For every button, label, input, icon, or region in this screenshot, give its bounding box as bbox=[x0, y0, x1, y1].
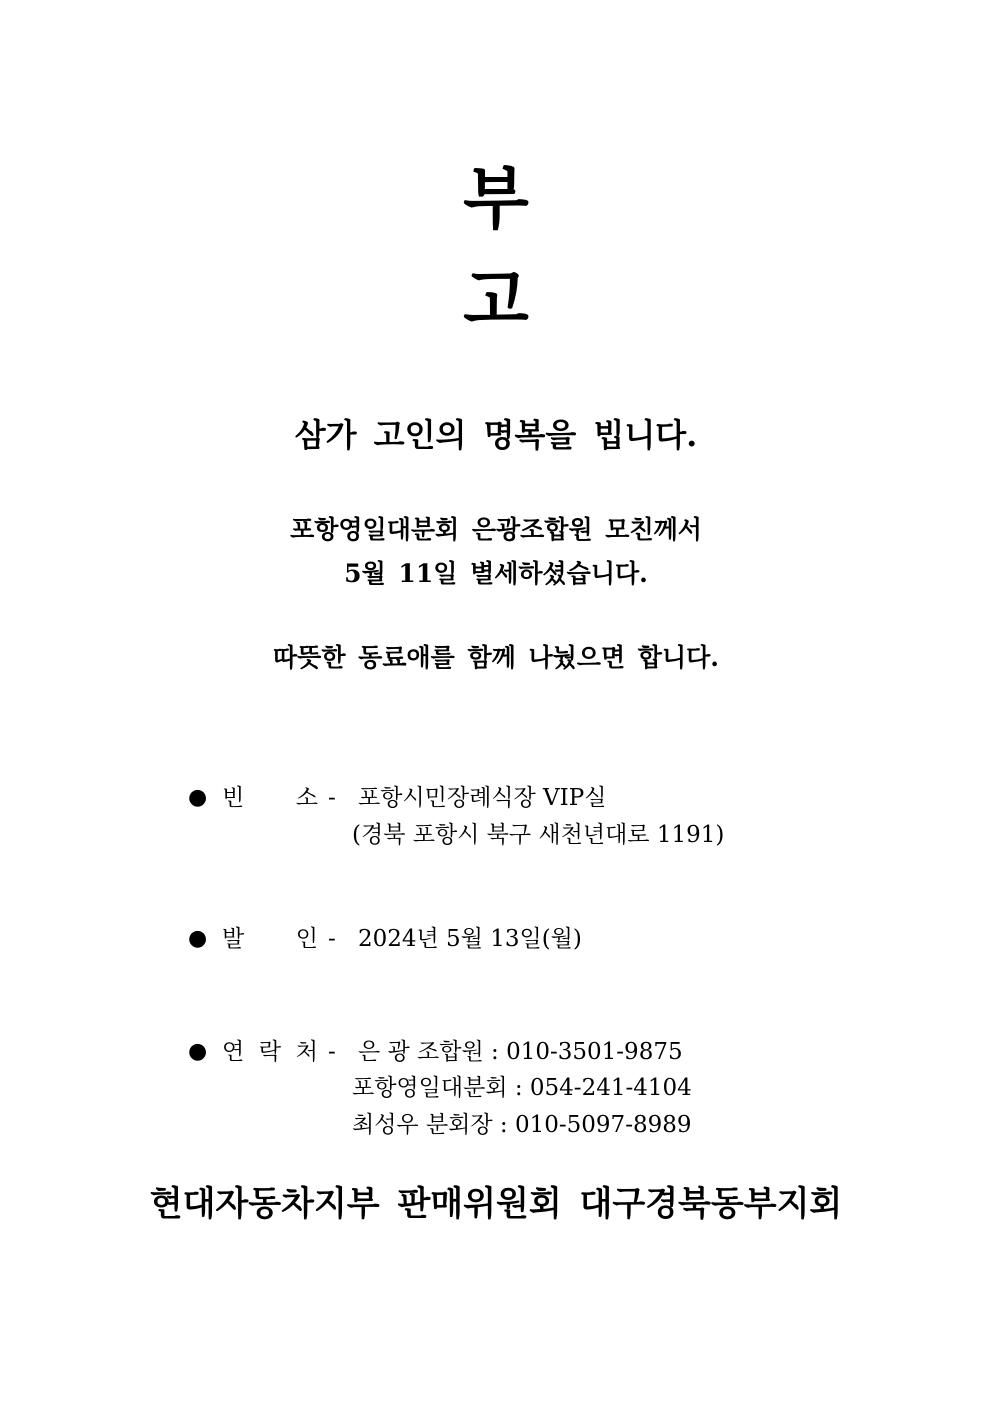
label-char: 인 bbox=[295, 926, 318, 952]
contact-line-2: 포항영일대분회 : 054-241-4104 bbox=[352, 1075, 692, 1101]
message-line-3: 따뜻한 동료애를 함께 나눴으면 합니다. bbox=[273, 643, 719, 672]
bullet-icon: ● bbox=[188, 1039, 208, 1064]
contact-line-1: 은 광 조합원 : 010-3501-9875 bbox=[358, 1039, 683, 1065]
label-char: 빈 bbox=[222, 785, 245, 811]
procession-date: 2024년 5월 13일(월) bbox=[358, 926, 582, 952]
label-char: 소 bbox=[295, 785, 318, 811]
title-char-go: 고 bbox=[463, 262, 529, 341]
label-char: 락 bbox=[258, 1039, 282, 1065]
bullet-icon: ● bbox=[188, 926, 208, 951]
condolence-heading: 삼가 고인의 명복을 빕니다. bbox=[294, 416, 698, 454]
title-char-bu: 부 bbox=[463, 160, 529, 239]
contact-label bbox=[222, 1035, 318, 1069]
dash-separator: - bbox=[328, 926, 336, 952]
procession-label bbox=[222, 922, 318, 956]
message-line-1: 포항영일대분회 은광조합원 모친께서 bbox=[290, 515, 702, 544]
label-char: 연 bbox=[222, 1039, 245, 1065]
contact-line-3: 최성우 분회장 : 010-5097-8989 bbox=[352, 1112, 692, 1138]
dash-separator: - bbox=[328, 1039, 336, 1065]
bullet-icon: ● bbox=[188, 785, 208, 810]
message-line-2: 5월 11일 별세하셨습니다. bbox=[344, 559, 648, 588]
label-char: 발 bbox=[222, 926, 245, 952]
funeral-hall-value: 포항시민장례식장 VIP실 bbox=[358, 785, 607, 811]
issuer-organization: 현대자동차지부 판매위원회 대구경북동부지회 bbox=[149, 1184, 843, 1224]
label-char: 처 bbox=[295, 1039, 318, 1065]
dash-separator: - bbox=[328, 785, 336, 811]
funeral-hall-address: (경북 포항시 북구 새천년대로 1191) bbox=[352, 822, 725, 848]
funeral-hall-label bbox=[222, 781, 318, 815]
